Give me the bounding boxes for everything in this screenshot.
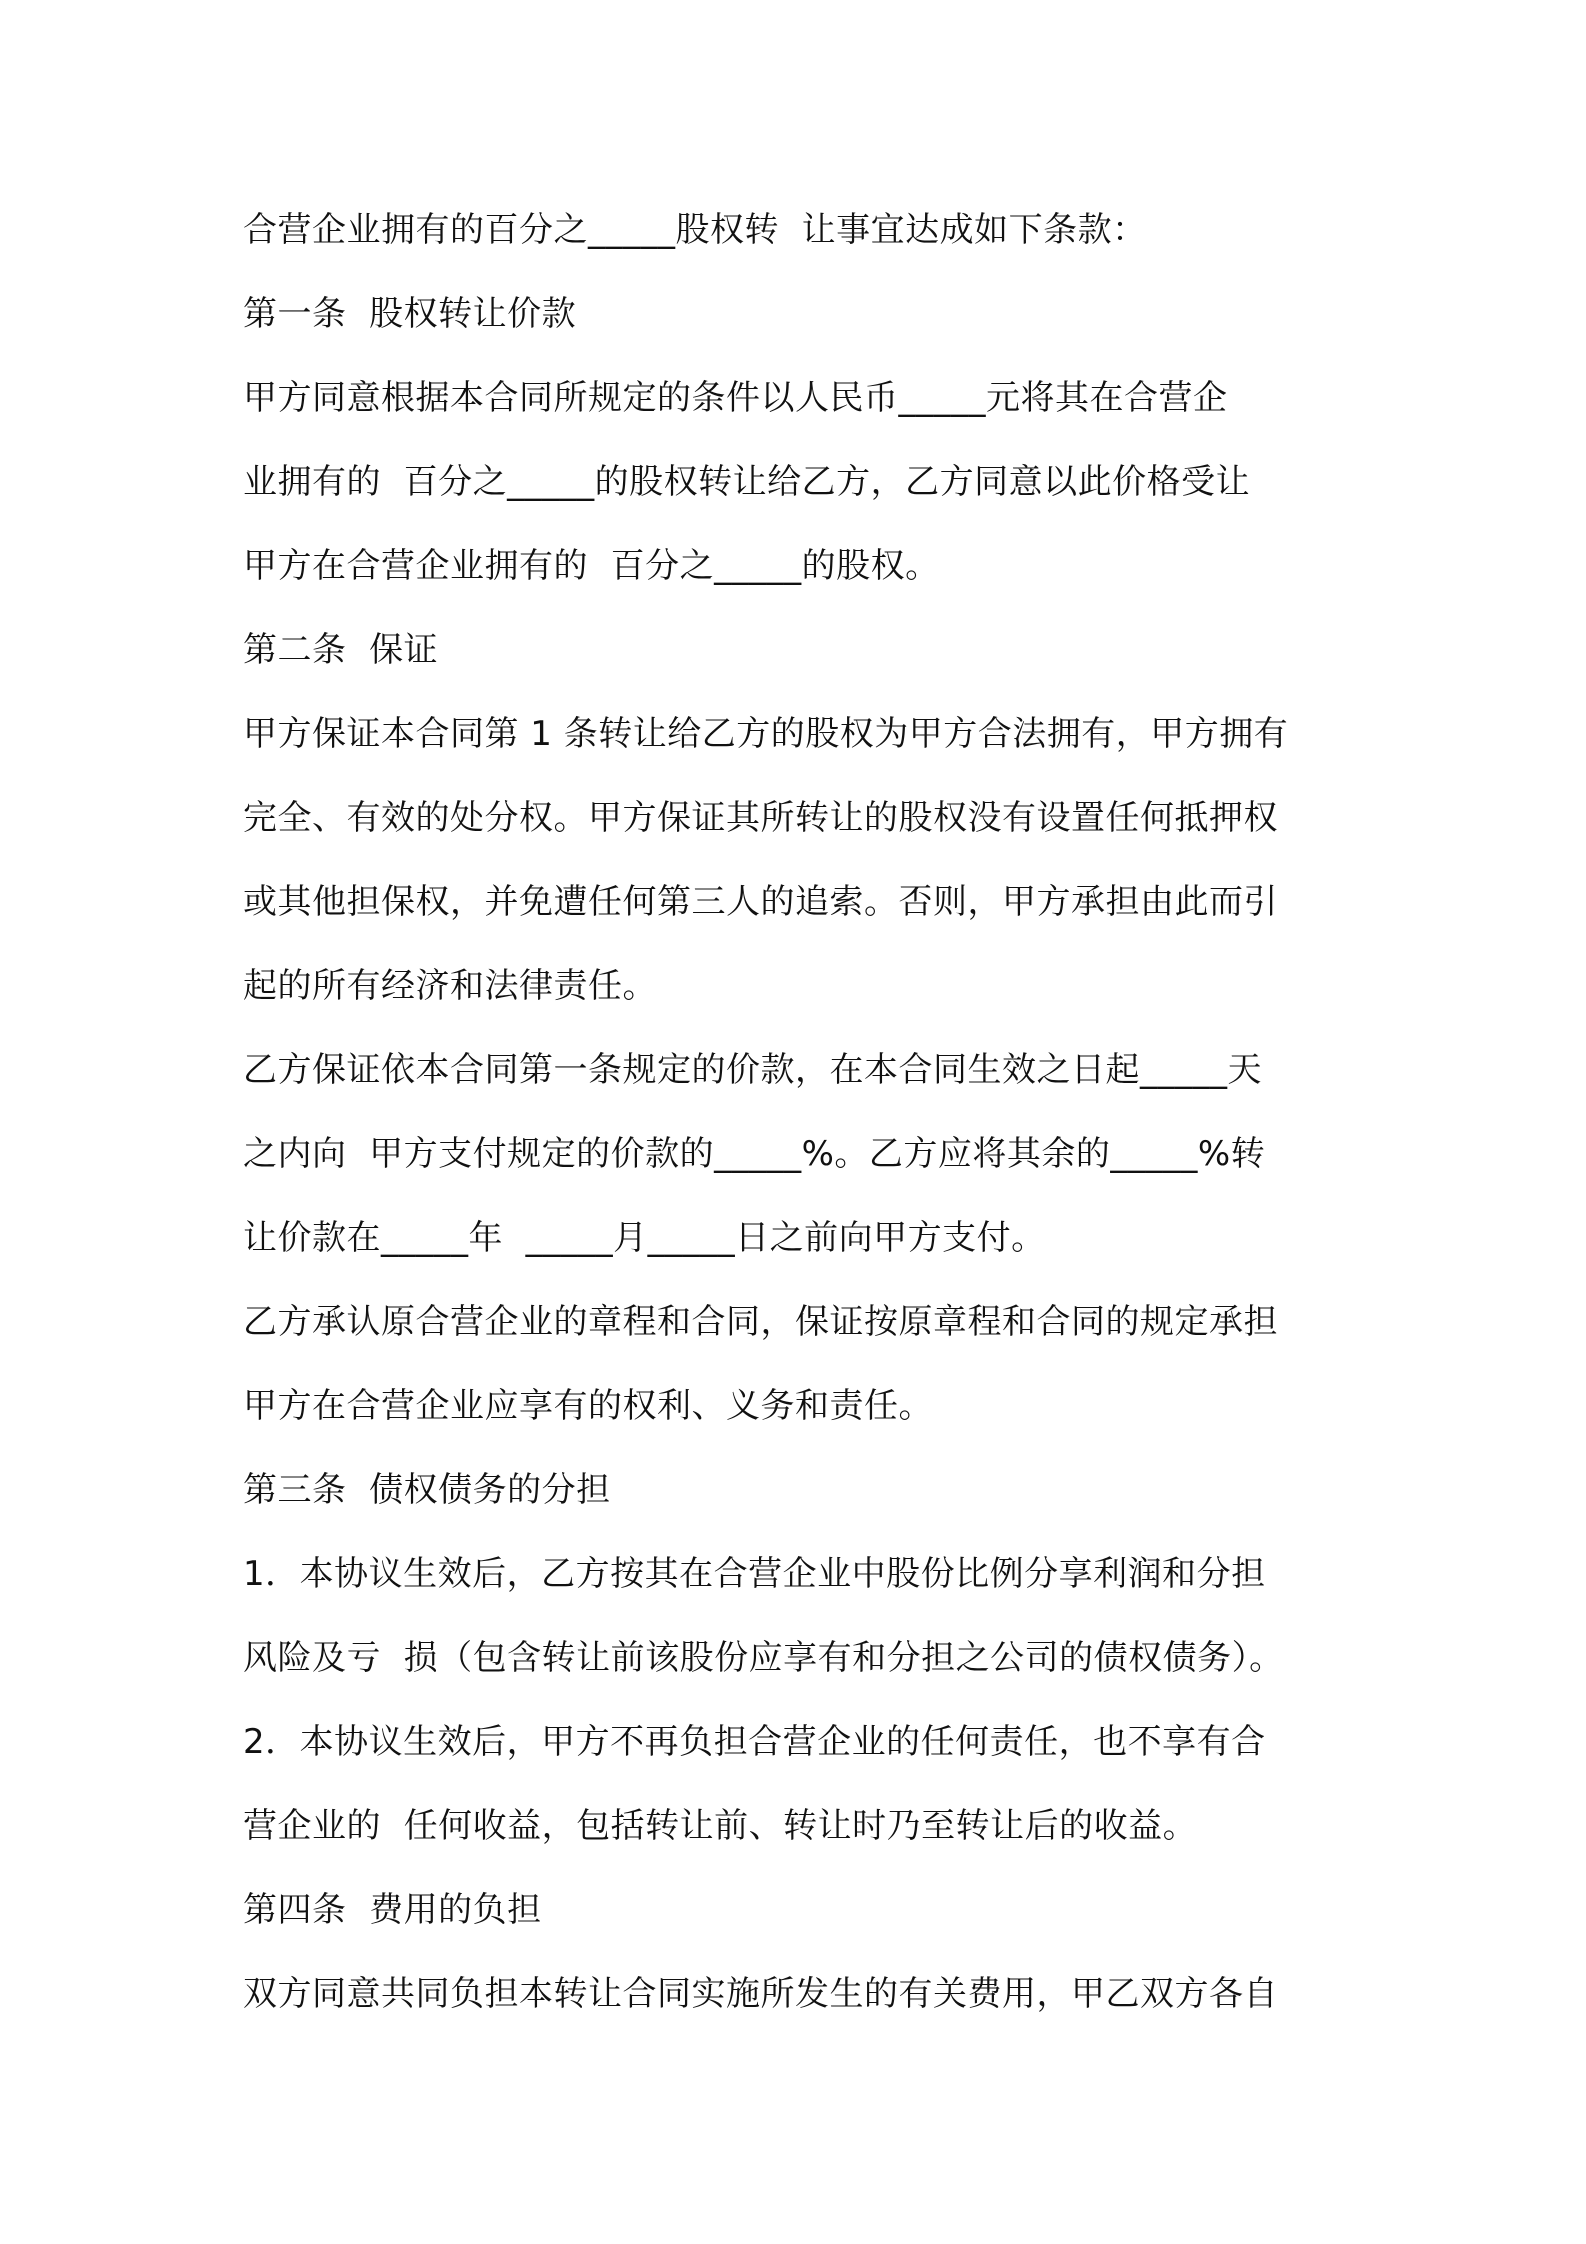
text-line: 让价款在_____年 _____月_____日之前向甲方支付。	[243, 1218, 1046, 1258]
text-line: 2．本协议生效后，甲方不再负担合营企业的任何责任，也不享有合	[243, 1722, 1266, 1762]
text-line: 起的所有经济和法律责任。	[243, 966, 657, 1006]
text-line: 双方同意共同负担本转让合同实施所发生的有关费用，甲乙双方各自	[243, 1974, 1278, 2014]
text-line: 风险及亏 损（包含转让前该股份应享有和分担之公司的债权债务）。	[243, 1638, 1284, 1678]
text-line: 甲方在合营企业应享有的权利、义务和责任。	[243, 1386, 933, 1426]
text-line: 乙方承认原合营企业的章程和合同，保证按原章程和合同的规定承担	[243, 1302, 1278, 1342]
text-line: 或其他担保权，并免遭任何第三人的追索。否则，甲方承担由此而引	[243, 882, 1278, 922]
text-line: 完全、有效的处分权。甲方保证其所转让的股权没有设置任何抵押权	[243, 798, 1278, 838]
text-line: 之内向 甲方支付规定的价款的_____%。乙方应将其余的_____%转	[243, 1134, 1266, 1174]
text-line: 甲方在合营企业拥有的 百分之_____的股权。	[243, 546, 940, 586]
article-heading: 第四条 费用的负担	[243, 1890, 542, 1930]
text-line: 营企业的 任何收益，包括转让前、转让时乃至转让后的收益。	[243, 1806, 1198, 1846]
text-line: 甲方保证本合同第 1 条转让给乙方的股权为甲方合法拥有，甲方拥有	[243, 714, 1289, 754]
article-heading: 第二条 保证	[243, 630, 439, 670]
article-heading: 第一条 股权转让价款	[243, 294, 577, 334]
article-heading: 第三条 债权债务的分担	[243, 1470, 611, 1510]
text-line: 甲方同意根据本合同所规定的条件以人民币_____元将其在合营企	[243, 378, 1228, 418]
text-line: 合营企业拥有的百分之_____股权转 让事宜达成如下条款：	[243, 210, 1147, 250]
text-line: 1．本协议生效后，乙方按其在合营企业中股份比例分享利润和分担	[243, 1554, 1266, 1594]
text-line: 业拥有的 百分之_____的股权转让给乙方，乙方同意以此价格受让	[243, 462, 1251, 502]
text-line: 乙方保证依本合同第一条规定的价款，在本合同生效之日起_____天	[243, 1050, 1262, 1090]
